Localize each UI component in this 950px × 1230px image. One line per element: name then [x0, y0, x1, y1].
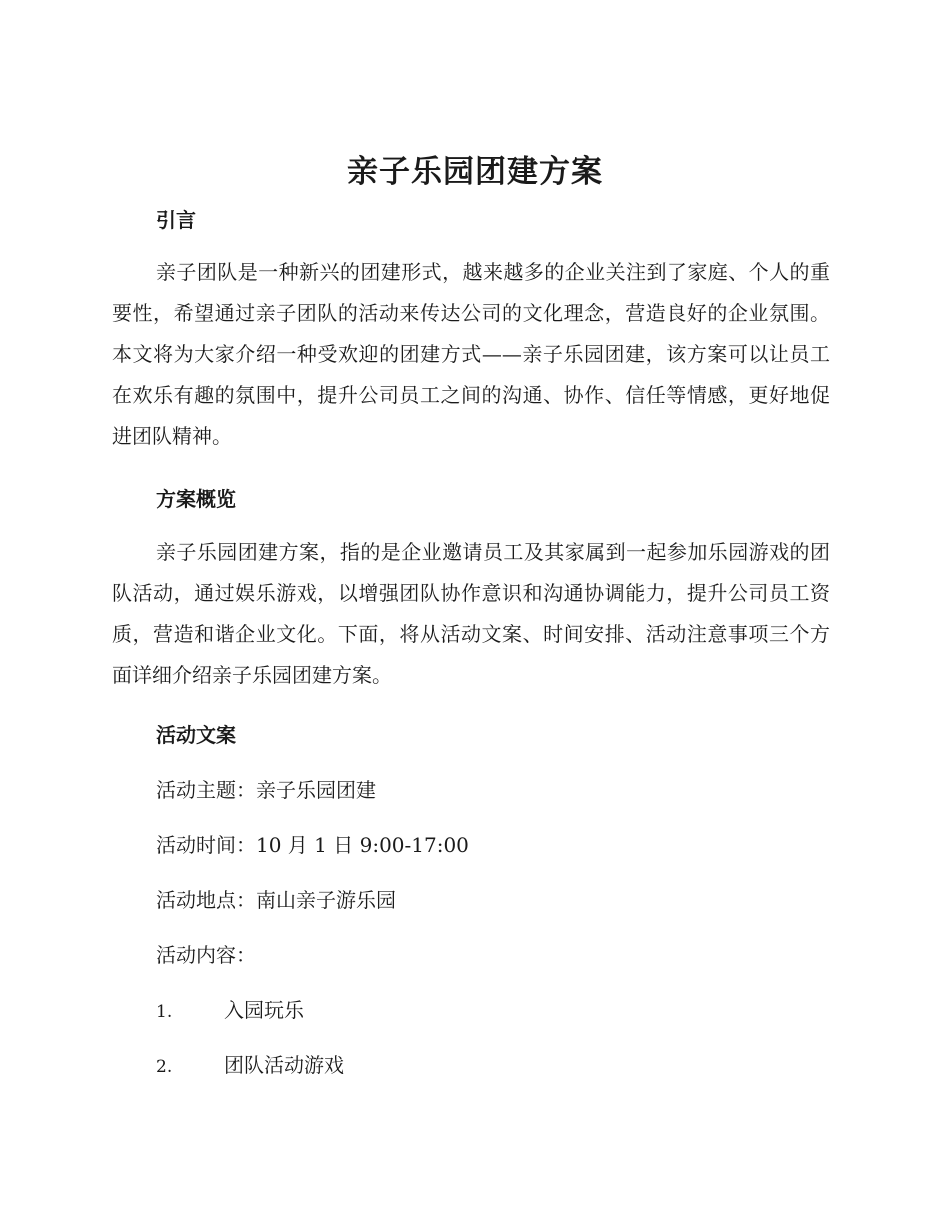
list-item — [156, 995, 304, 1027]
activity-content-label: 活动内容： — [156, 943, 256, 967]
section-heading-intro: 引言 — [156, 208, 196, 232]
section-heading-overview: 方案概览 — [156, 487, 236, 511]
activity-theme: 活动主题：亲子乐园团建 — [156, 778, 376, 802]
activity-time: 活动时间：10 月 1 日 9:00-17:00 — [156, 833, 469, 857]
activity-place: 活动地点：南山亲子游乐园 — [156, 888, 396, 912]
list-item — [156, 1050, 344, 1082]
list-item-number: 2. — [156, 1057, 173, 1077]
overview-paragraph: 亲子乐园团建方案，指的是企业邀请员工及其家属到一起参加乐园游戏的团队活动，通过娱乐游戏，以增强团队协作意识和沟通协调能力，提升公司员工资质，营造和谐企业文化。下面，将从活动文案、时间安排、活动注意事项三个方面详细介绍亲子乐园团建方案。 — [112, 540, 830, 687]
section-heading-activity: 活动文案 — [156, 723, 236, 747]
list-item-text: 入园玩乐 — [224, 998, 304, 1022]
list-item-number: 1. — [156, 1002, 173, 1022]
intro-paragraph: 亲子团队是一种新兴的团建形式，越来越多的企业关注到了家庭、个人的重要性，希望通过亲子团队的活动来传达公司的文化理念，营造良好的企业氛围。本文将为大家介绍一种受欢迎的团建方式——亲子乐园团建，该方案可以让员工在欢乐有趣的氛围中，提升公司员工之间的沟通、协作、信任等情感，更好地促进团队精神。 — [112, 260, 830, 448]
document-title: 亲子乐园团建方案 — [347, 154, 603, 190]
list-item-text: 团队活动游戏 — [224, 1053, 344, 1077]
